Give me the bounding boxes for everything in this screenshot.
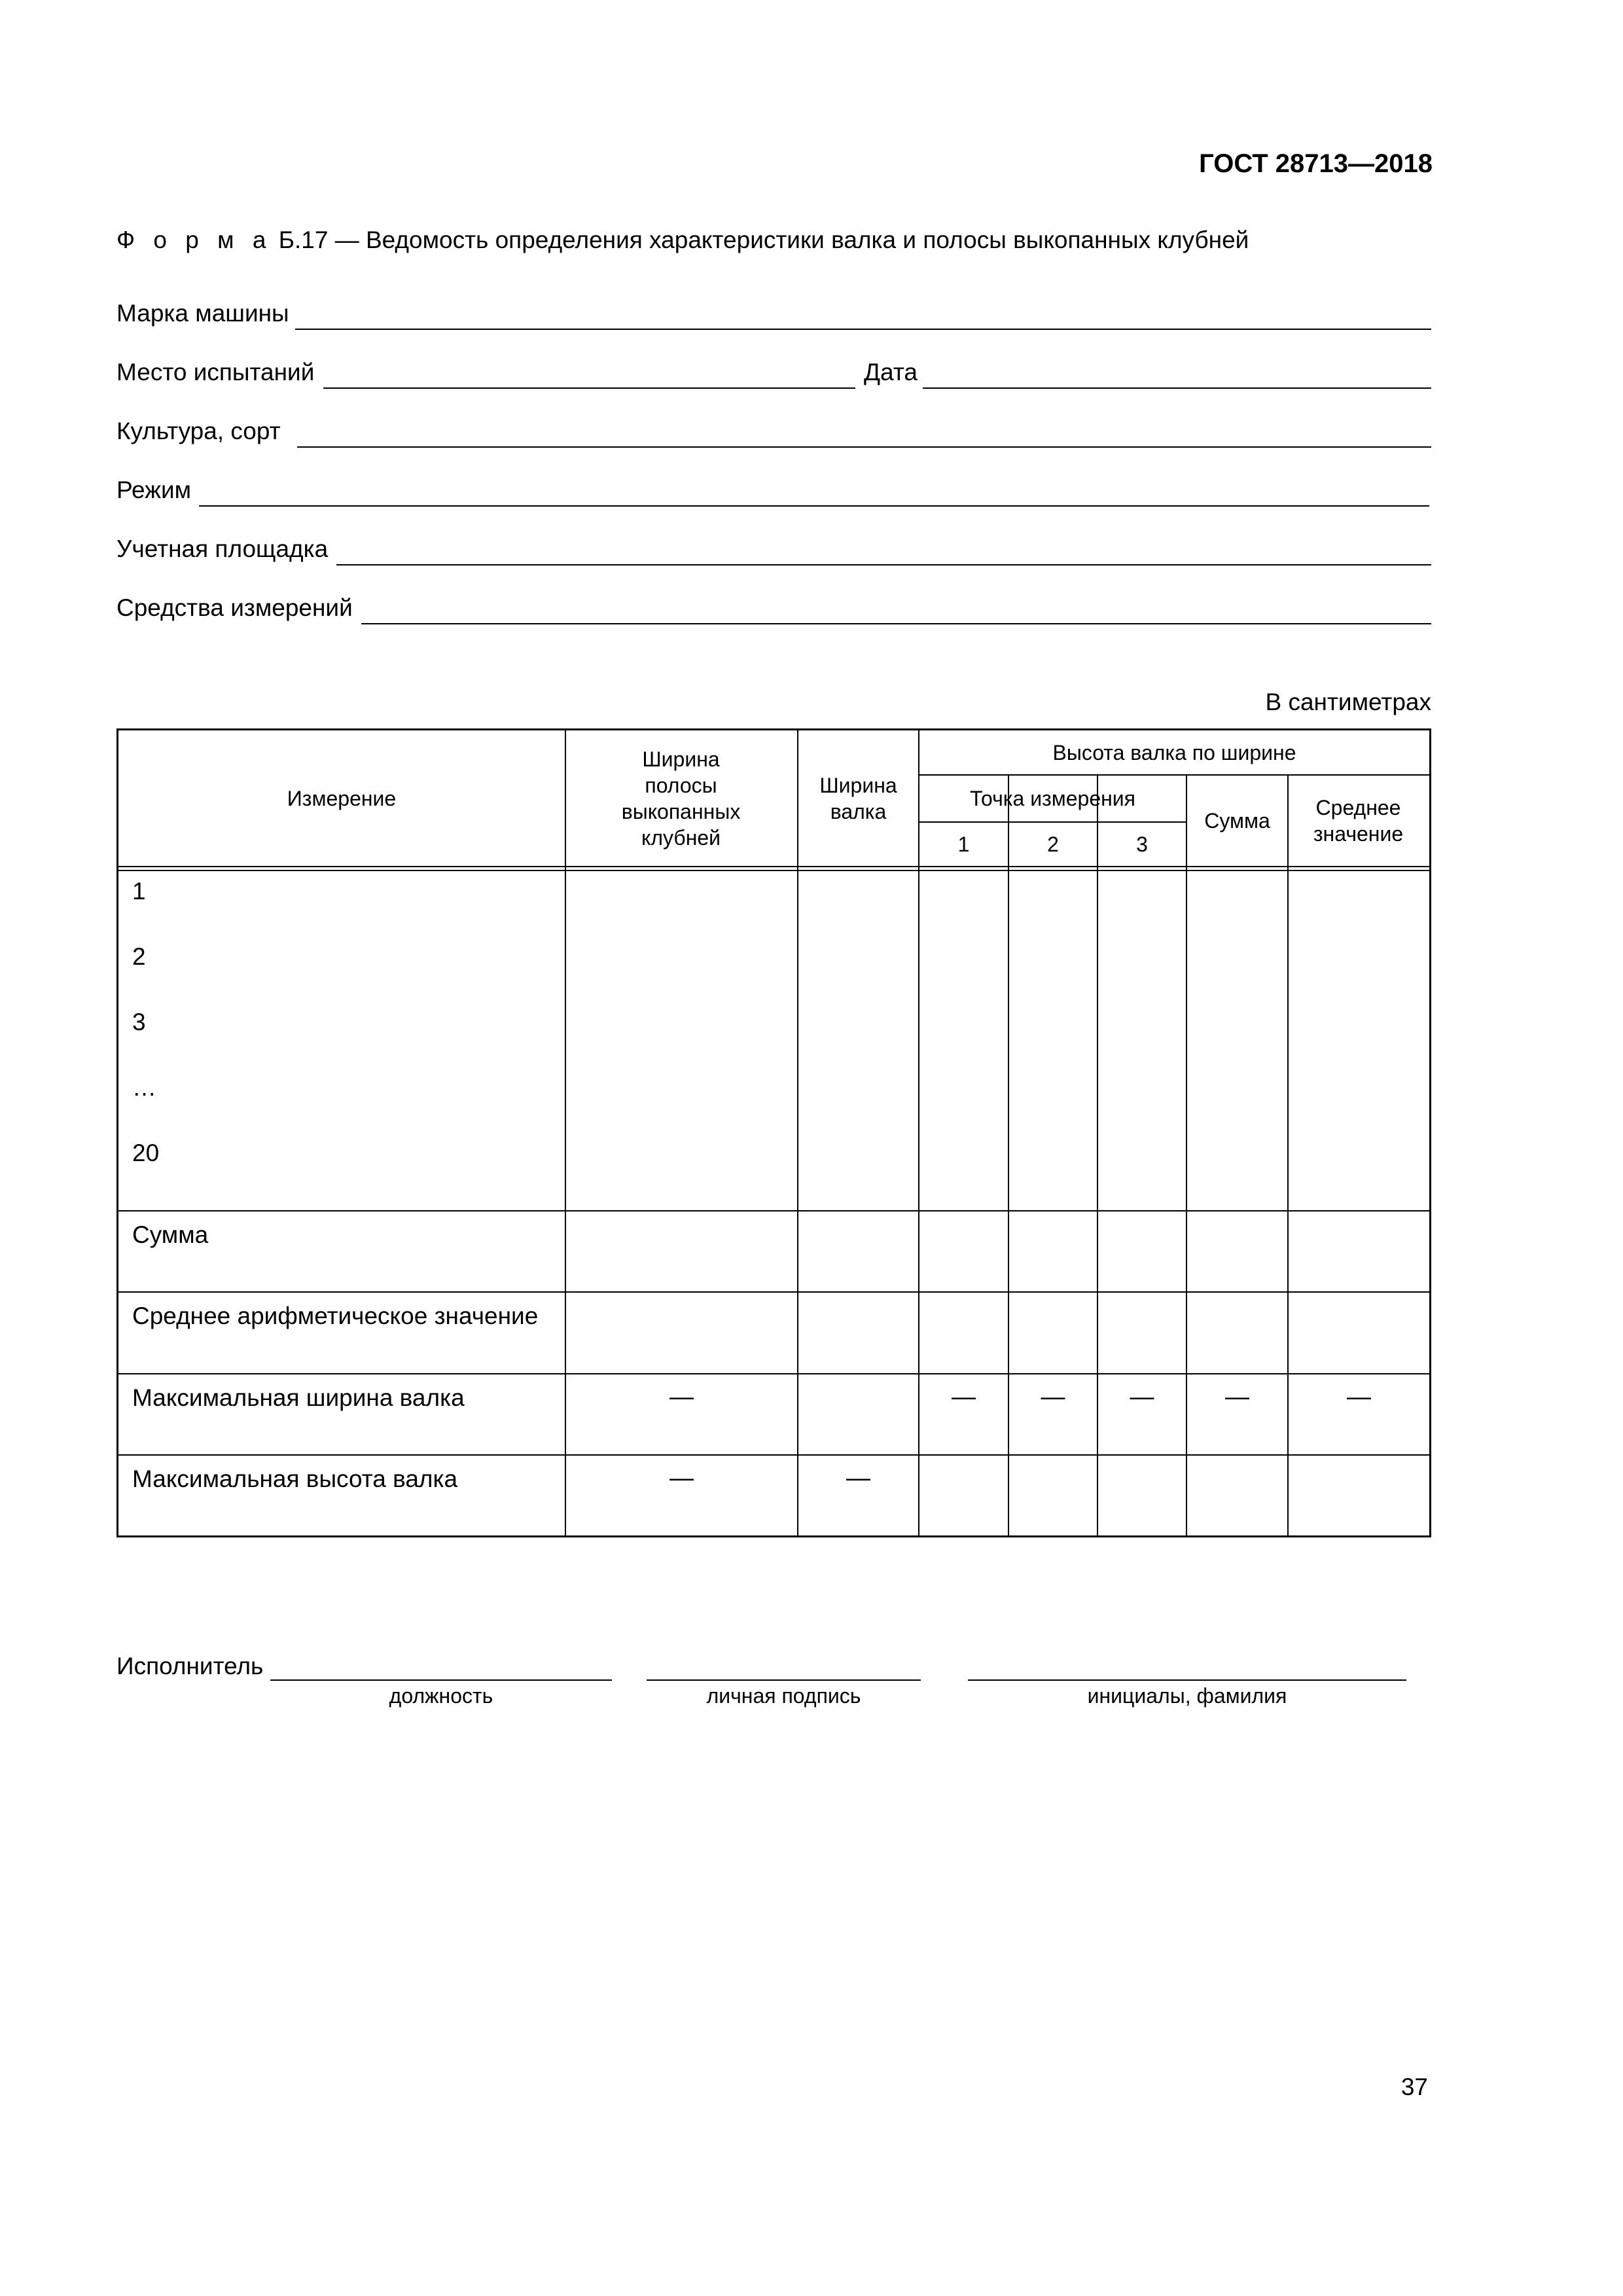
field-machine[interactable]: [116, 300, 1431, 330]
field-plot[interactable]: [116, 535, 1431, 565]
header-mean: Среднее значение: [1313, 796, 1404, 846]
signature-position-line[interactable]: [270, 1679, 612, 1681]
row-sum-label: Сумма: [132, 1221, 209, 1248]
row-max-width-label: Максимальная ширина валка: [132, 1384, 465, 1411]
header-strip-width: Ширина полосы выкопанных клубней: [621, 747, 741, 850]
header-point-2: 2: [1047, 833, 1059, 856]
field-machine-label: Марка машины: [116, 300, 289, 327]
table-hline: [116, 866, 1431, 867]
signature-label: Исполнитель: [116, 1653, 264, 1679]
dash-mark: —: [1130, 1383, 1154, 1410]
table-vline: [1287, 776, 1289, 1537]
header-point-3: 3: [1136, 833, 1148, 856]
signature-sign-caption: личная подпись: [706, 1684, 861, 1708]
field-instruments-line[interactable]: [361, 623, 1431, 624]
form-prefix: Ф о р м а: [116, 226, 272, 253]
table-hline: [116, 1373, 1431, 1374]
measurement-label: …: [132, 1074, 156, 1101]
table-border-right: [1429, 728, 1431, 1537]
field-instruments-label: Средства измерений: [116, 594, 353, 621]
header-windrow-width: Ширина валка: [819, 773, 897, 823]
table-vline: [1097, 776, 1098, 1537]
table-hline: [116, 870, 1431, 871]
signature-position-caption: должность: [389, 1684, 493, 1708]
table-vline: [565, 728, 566, 1537]
page-number: 37: [1400, 2073, 1428, 2100]
dash-mark: —: [1347, 1383, 1371, 1410]
header-point: Точка измерения: [969, 787, 1135, 810]
field-crop[interactable]: [116, 418, 1431, 448]
row-max-height-label: Максимальная высота валка: [132, 1465, 458, 1492]
form-title: [116, 226, 1249, 254]
field-plot-label: Учетная площадка: [116, 535, 329, 562]
signature-sign-line[interactable]: [647, 1679, 921, 1681]
dash-mark: —: [846, 1464, 870, 1491]
field-mode[interactable]: [116, 476, 1431, 507]
field-instruments[interactable]: [116, 594, 1431, 624]
field-place-line[interactable]: [323, 387, 855, 389]
signature-name-line[interactable]: [968, 1679, 1406, 1681]
field-crop-line[interactable]: [297, 446, 1431, 448]
measurement-label: 20: [132, 1139, 160, 1166]
table-hline: [116, 1291, 1431, 1293]
dash-mark: —: [1225, 1383, 1249, 1410]
table-border-bottom: [116, 1535, 1431, 1537]
table-hline: [116, 1454, 1431, 1456]
table-vline: [1186, 776, 1187, 1537]
header-point-1: 1: [957, 833, 970, 856]
dash-mark: —: [669, 1383, 694, 1410]
dash-mark: —: [952, 1383, 976, 1410]
header-measurement: Измерение: [287, 786, 397, 810]
measurement-label: 3: [132, 1009, 146, 1035]
measurement-label: 2: [132, 943, 146, 970]
units-note: В сантиметрах: [1265, 689, 1431, 715]
field-date-line[interactable]: [923, 387, 1431, 389]
field-crop-label: Культура, сорт: [116, 418, 281, 444]
row-average-label: Среднее арифметическое значение: [132, 1302, 539, 1329]
table-vline: [1008, 776, 1009, 1537]
measurement-label: 1: [132, 878, 146, 905]
table-hline: [116, 1210, 1431, 1211]
field-plot-line[interactable]: [336, 564, 1431, 565]
header-sum: Сумма: [1204, 809, 1270, 833]
field-date-label: Дата: [864, 359, 918, 386]
field-place[interactable]: [116, 359, 1431, 389]
field-mode-label: Режим: [116, 476, 192, 503]
standard-number: ГОСТ 28713—2018: [1199, 149, 1433, 178]
field-mode-line[interactable]: [199, 505, 1429, 507]
data-table: [116, 728, 1431, 1537]
dash-mark: —: [1041, 1383, 1065, 1410]
header-windrow-height: Высота валка по ширине: [1052, 740, 1296, 764]
field-place-label: Место испытаний: [116, 359, 315, 386]
signature-name-caption: инициалы, фамилия: [1087, 1684, 1287, 1708]
dash-mark: —: [669, 1464, 694, 1491]
form-title-text: Б.17 — Ведомость определения характеристики валка и полосы выкопанных клубней: [278, 226, 1249, 253]
field-machine-line[interactable]: [295, 329, 1431, 330]
